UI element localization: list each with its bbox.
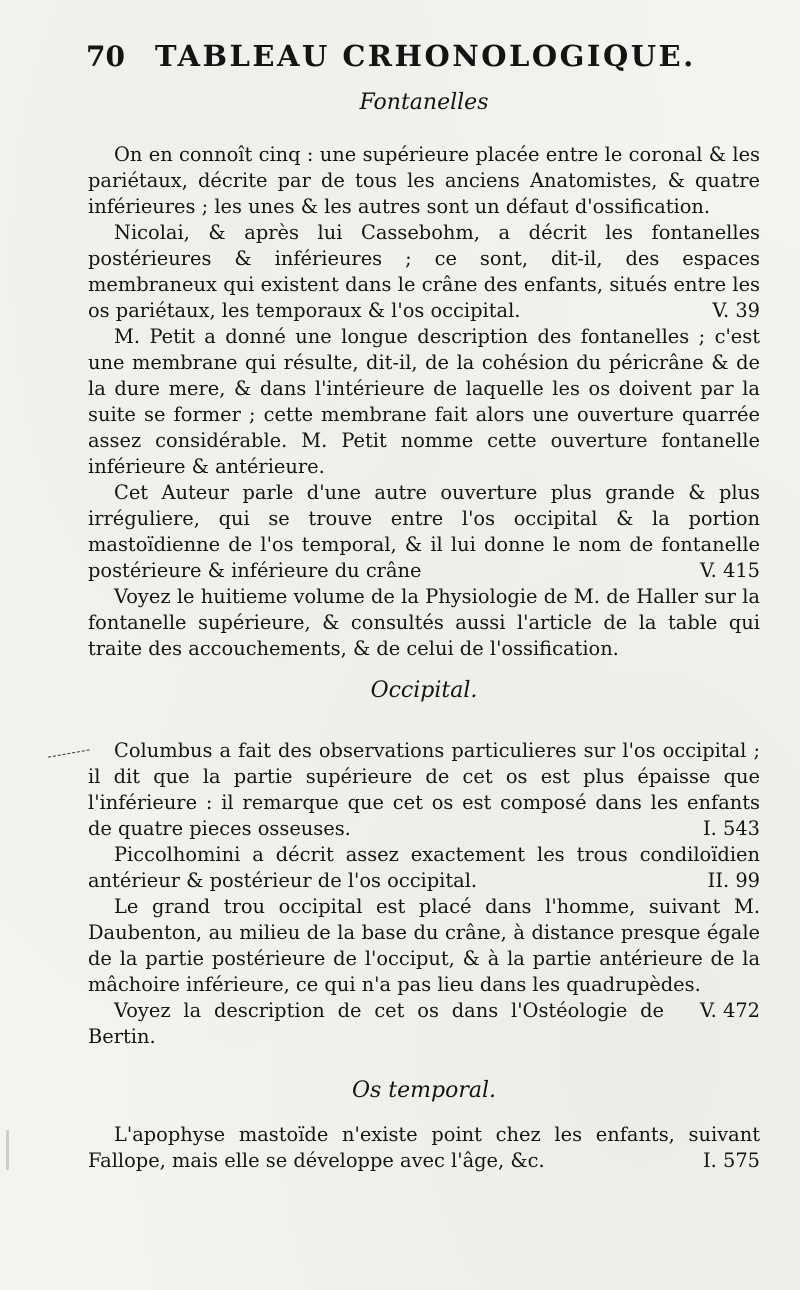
reference: V. 39 [712,299,760,322]
paragraph [88,1122,760,1174]
paragraph [88,142,760,220]
reference: I. 543 [703,817,760,840]
paragraph-text: On en connoît cinq : une supérieure placée entre le coronal & les pariétaux, décrite par de tous les anciens Anatomistes, & quatre inférieures ; les unes & les autres sont un défaut d'ossification. [88,143,760,218]
margin-shadow [6,1130,9,1170]
paragraph-text: M. Petit a donné une longue description des fontanelles ; c'est une membrane qui résulte, dit-il, de la cohésion du péricrâne & de la dure mere, & dans l'intérieure de laquelle les os doivent par la suite se former ; cette membrane fait alors une ouverture quarrée assez considérable. M. Petit nomme cette ouverture fontanelle inférieure & antérieure. [88,325,760,478]
paragraph [88,738,760,842]
paragraph-text: Nicolai, & après lui Cassebohm, a décrit les fontanelles postérieures & inférieures ; ce sont, dit-il, des espaces membraneux qui existent dans le crâne des enfants, situés entre les os pariétaux, les temporaux & l'os occipital. [88,221,760,322]
section-title-fontanelles: Fontanelles [359,90,489,115]
body-text [88,86,760,1174]
reference: V. 415 [700,559,760,582]
ink-dash-mark [48,749,90,759]
paragraph-text: Voyez la description de cet os dans l'Ostéologie de Bertin. [88,999,665,1048]
running-title: TABLEAU CRHONOLOGIQUE. [154,39,696,73]
paragraph [88,584,760,662]
page-number: 70 [86,39,125,73]
paragraph-text: Columbus a fait des observations particulieres sur l'os occipital ; il dit que la partie supérieure de cet os est plus épaisse que l'inférieure : il remarque que cet os est composé dans les enfants de quatre pieces osseuses. [88,739,760,840]
reference: II. 99 [707,869,760,892]
paragraph [88,842,760,894]
reference: V. 472 [700,999,760,1022]
paragraph [88,220,760,324]
paragraph [88,894,760,1022]
page-header [86,36,776,76]
paragraph-text: Le grand trou occipital est placé dans l'homme, suivant M. Daubenton, au milieu de la base du crâne, à distance presque égale de la partie postérieure de l'occiput, & à la partie antérieure de la mâchoire inférieure, ce qui n'a pas lieu dans les quadrupèdes. [88,895,760,996]
paragraph-text: L'apophyse mastoïde n'existe point chez les enfants, suivant Fallope, mais elle se développe avec l'âge, &c. [88,1123,760,1172]
paragraph-text: Piccolhomini a décrit assez exactement les trous condiloïdien antérieur & postérieur de l'os occipital. [88,843,760,892]
paragraph-text: Cet Auteur parle d'une autre ouverture plus grande & plus irréguliere, qui se trouve entre l'os occipital & la portion mastoïdienne de l'os temporal, & il lui donne le nom de fontanelle postérieure & inférieure du crâne [88,481,760,582]
reference: I. 575 [703,1149,760,1172]
paragraph-text: Voyez le huitieme volume de la Physiologie de M. de Haller sur la fontanelle supérieure, & consultés aussi l'article de la table qui traite des accouchements, & de celui de l'ossification. [88,585,760,660]
section-title-os-temporal: Os temporal. [351,1078,497,1103]
paragraph [88,480,760,584]
paragraph [88,324,760,480]
paragraph [88,998,760,1050]
section-title-occipital: Occipital. [370,678,478,703]
